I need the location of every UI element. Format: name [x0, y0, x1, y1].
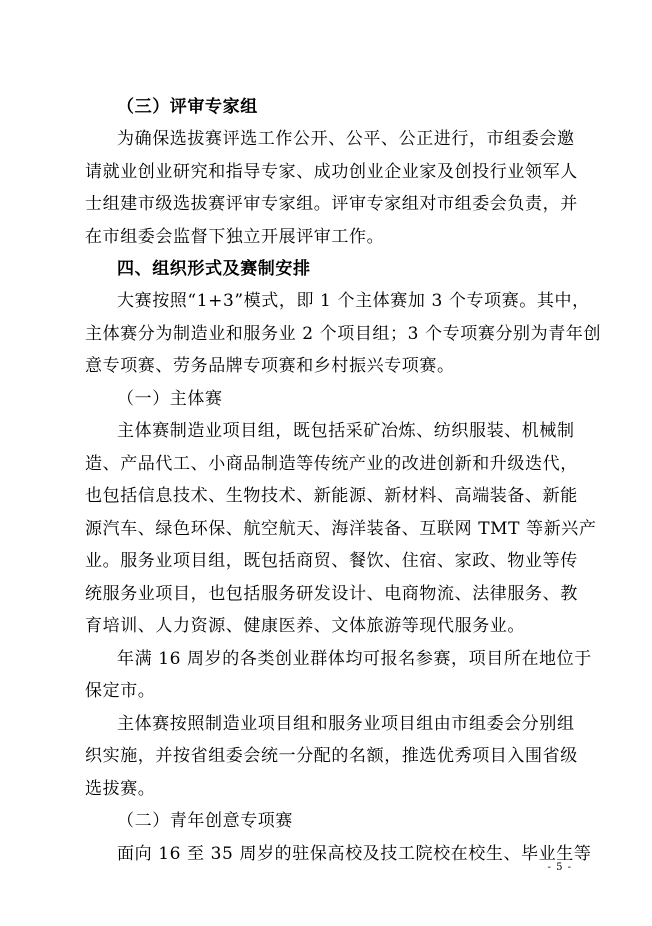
paragraph-line: 保定市。: [85, 681, 156, 701]
section-heading-experts: （三）评审专家组: [117, 97, 258, 117]
paragraph-line: 年满 16 周岁的各类创业群体均可报名参赛，项目所在地位于: [117, 649, 592, 669]
page-number: - 5 -: [547, 862, 572, 873]
paragraph-line: 主体赛按照制造业项目组和服务业项目组由市组委会分别组: [117, 714, 575, 734]
paragraph-line: 为确保选拔赛评选工作公开、公平、公正进行，市组委会邀: [117, 129, 575, 149]
subheading-main-contest: （一）主体赛: [117, 389, 223, 409]
paragraph-line: 面向 16 至 35 周岁的驻保高校及技工院校在校生、毕业生等: [117, 844, 592, 864]
paragraph-line: 源汽车、绿色环保、航空航天、海洋装备、互联网 TMT 等新兴产: [85, 519, 597, 539]
paragraph-line: 造、产品代工、小商品制造等传统产业的改进创新和升级迭代，: [85, 454, 578, 474]
paragraph-line: 意专项赛、劳务品牌专项赛和乡村振兴专项赛。: [85, 356, 455, 376]
paragraph-line: 大赛按照“1+3”模式，即 1 个主体赛加 3 个专项赛。其中，: [117, 291, 590, 311]
paragraph-line: 也包括信息技术、生物技术、新能源、新材料、高端装备、新能: [85, 486, 578, 506]
paragraph-line: 在市组委会监督下独立开展评审工作。: [85, 227, 385, 247]
paragraph-line: 统服务业项目，也包括服务研发设计、电商物流、法律服务、教: [85, 584, 578, 604]
paragraph-line: 士组建市级选拔赛评审专家组。评审专家组对市组委会负责，并: [85, 194, 578, 214]
paragraph-line: 请就业创业研究和指导专家、成功创业企业家及创投行业领军人: [85, 162, 578, 182]
paragraph-line: 业。服务业项目组，既包括商贸、餐饮、住宿、家政、物业等传: [85, 551, 578, 571]
paragraph-line: 织实施，并按省组委会统一分配的名额，推选优秀项目入围省级: [85, 746, 578, 766]
paragraph-line: 主体赛制造业项目组，既包括采矿冶炼、纺织服装、机械制: [117, 421, 575, 441]
paragraph-line: 选拔赛。: [85, 779, 156, 799]
paragraph-line: 主体赛分为制造业和服务业 2 个项目组；3 个专项赛分别为青年创: [85, 324, 602, 344]
subheading-youth-contest: （二）青年创意专项赛: [117, 811, 293, 831]
paragraph-line: 育培训、人力资源、健康医养、文体旅游等现代服务业。: [85, 616, 525, 636]
section-heading-organization: 四、组织形式及赛制安排: [117, 259, 311, 279]
